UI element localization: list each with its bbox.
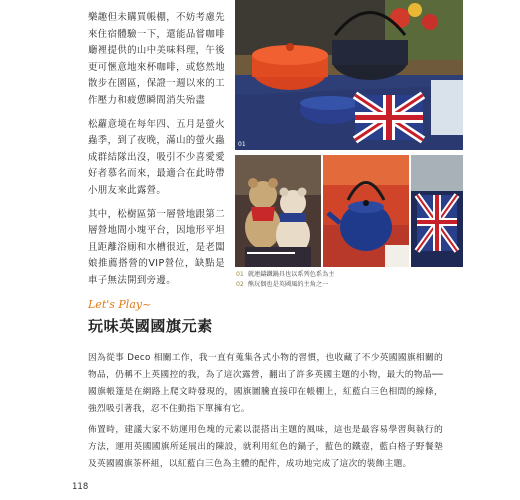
paragraph: 其中，松樹區第一層營地跟第二層營地間小塊平台，因地形平坦且距離浴廁和水槽很近，是老闆娘推薦搭營的VIP營位，缺點是車子無法開到旁邊。 [88, 208, 225, 286]
photo-number: 01 [238, 141, 246, 148]
paragraph: 樂趣但未購買帳棚，不妨考慮先來住宿體驗一下，還能品嘗咖啡廳裡提供的山中美味料理，午後更可愜意地來杯咖啡，或悠然地散步在園區，保證一週以來的工作壓力和疲憊瞬間消失殆盡 [88, 12, 225, 106]
left-text-column [88, 10, 225, 297]
photo-captions [236, 270, 335, 290]
section-title: 玩味英國國旗元素 [88, 317, 213, 335]
body-text [88, 350, 443, 477]
paragraph: 松蘿意境在每年四、五月是螢火蟲季，到了夜晚，滿山的螢火蟲成群結隊出沒，吸引不少喜愛愛好者慕名而來，最適合在此時帶小朋友來此露營。 [88, 118, 225, 196]
caption-line: 01 就連鑄鐵鍋具也以系列色系為主 [236, 271, 335, 278]
photo-kettle [323, 155, 409, 267]
page-number: 118 [72, 482, 89, 492]
photo-teacups [411, 155, 463, 267]
photo-teddy-bears [235, 155, 321, 267]
caption-line: 02 熊玩偶也是英國風的主角之一 [236, 281, 329, 288]
photo-cookware [235, 0, 463, 150]
paragraph: 佈置時，建議大家不妨運用色塊的元素以混搭出主題的風味，這也是最容易學習與執行的方法，運用英國國旗所延展出的陳設，就利用紅色的鍋子，藍色的鐵壺，藍白格子野餐墊及英國國旗茶杯組，以紅藍白三色為主體的配件，成功地完成了這次的裝飾主題。 [88, 425, 443, 469]
section-tag: Let's Play~ [88, 298, 152, 311]
paragraph: 因為從事 Deco 相關工作，我一直有蒐集各式小物的習慣，也收藏了不少英國國旗相關的物品，仍稱不上英國控的我，為了這次露營，翻出了許多英國主題的小物，最大的物品──國旗帳篷是在網路上爬文時發現的，國旗圖騰直接印在帳棚上，紅藍白三色相間的線條，強烈吸引著我，忍不住動指下單擁有它。 [88, 353, 443, 414]
